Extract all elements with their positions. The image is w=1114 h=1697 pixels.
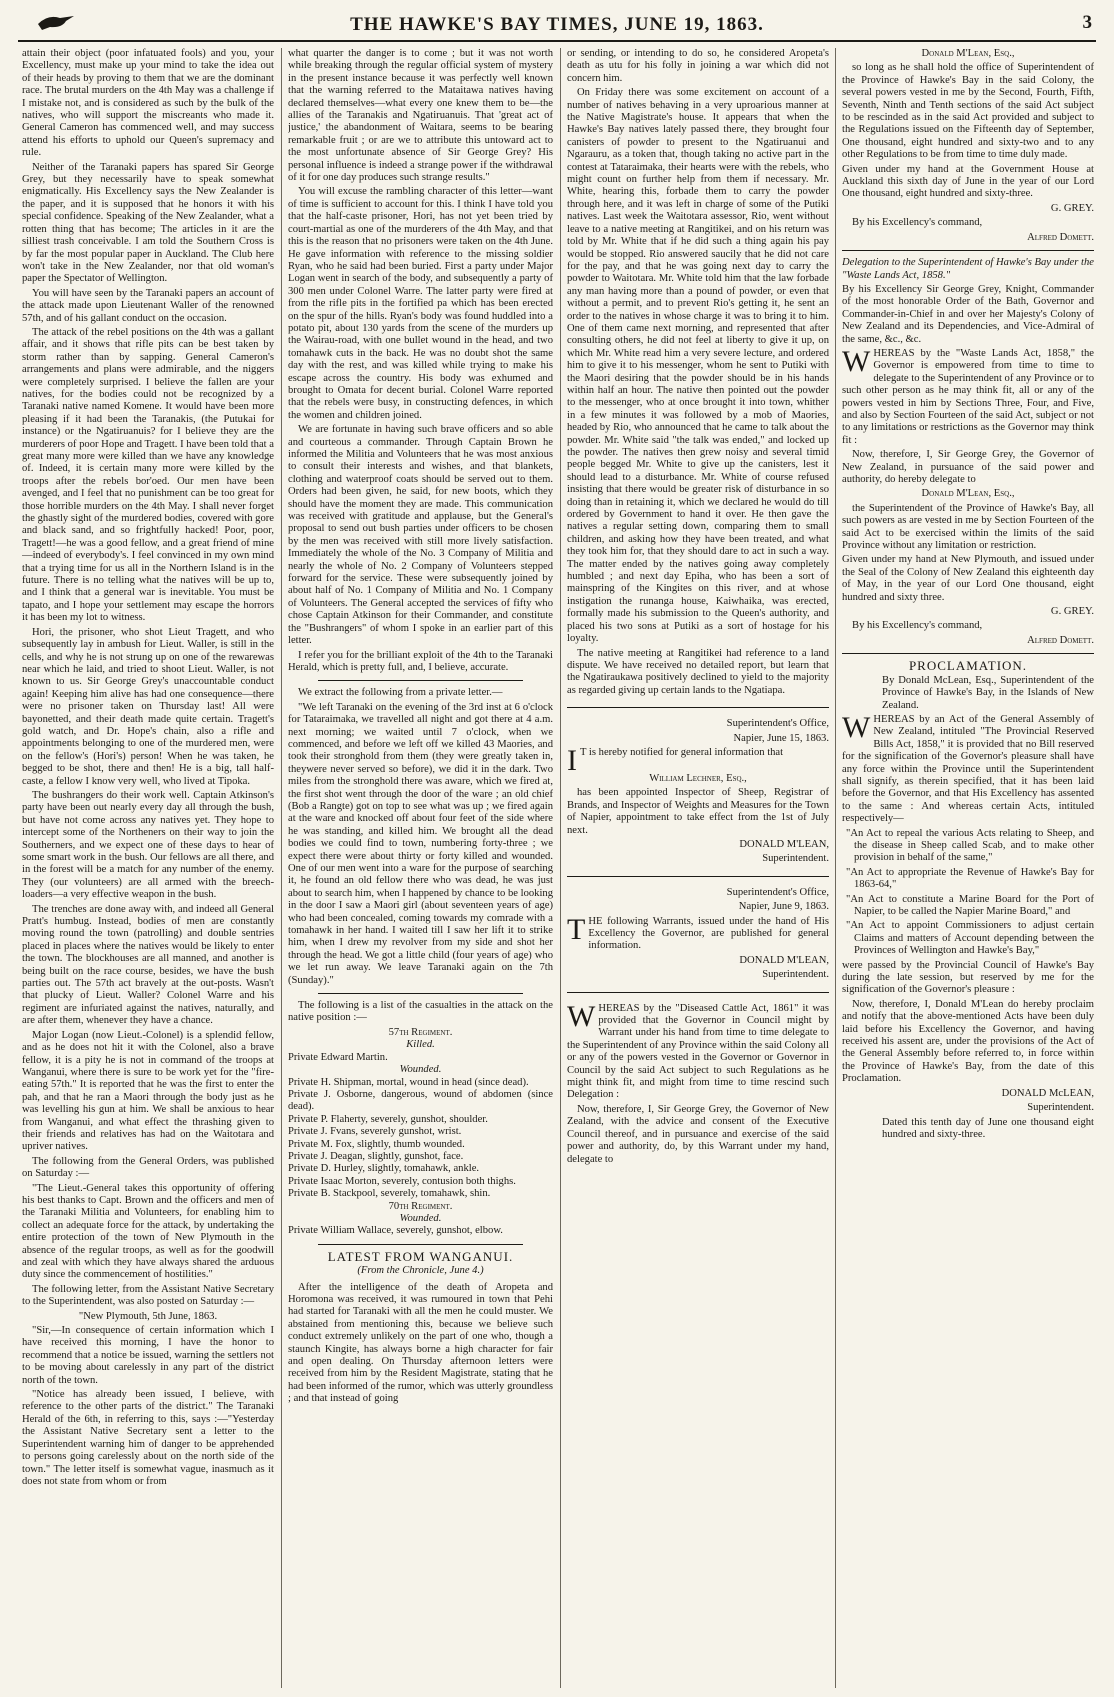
paragraph: The following letter, from the Assistant Native Secretary to the Superintendent, was also posted on Saturday :— bbox=[22, 1283, 274, 1308]
paragraph: You will have seen by the Taranaki papers an account of the attack made upon Lieutenant Waller of the renowned 57th, and of his gallant conduct on the occasion. bbox=[22, 287, 274, 324]
signature: G. GREY. bbox=[1050, 606, 1094, 618]
column-divider bbox=[281, 48, 282, 1688]
newspaper-title: THE HAWKE'S BAY TIMES, JUNE 19, 1863. bbox=[350, 14, 764, 35]
command-line: By his Excellency's command, bbox=[852, 620, 983, 632]
regiment-heading: 70th Regiment. bbox=[388, 1200, 453, 1212]
list-item: Private D. Hurley, slightly, tomahawk, ankle. bbox=[288, 1163, 480, 1175]
letter-dateline: "New Plymouth, 5th June, 1863. bbox=[78, 1310, 218, 1322]
list-item: Private Isaac Morton, severely, contusion both thighs. bbox=[288, 1175, 516, 1187]
command-line: By his Excellency's command, bbox=[852, 217, 983, 229]
casualty-category: Wounded. bbox=[399, 1212, 442, 1224]
section-rule bbox=[318, 993, 523, 994]
signature: DONALD McLEAN, bbox=[1001, 1087, 1094, 1099]
section-subheading: (From the Chronicle, June 4.) bbox=[357, 1265, 484, 1277]
paragraph: The trenches are done away with, and indeed all General Pratt's humbug. Instead, bodies of men are constantly moving round the town (patrolling) and double sentries placed in places where the natives would be likely to enter the town. The blockhouses are all manned, and another is being built on the race course, besides, we have the bush parties out. The 57th act bravely at the out-posts. Wasn't that plucky of Lieut. Waller? Colonel Warre and his regiment are infuriated against the natives, naturally, and are after them, whenever they have a chance. bbox=[22, 903, 274, 1027]
notice-office: Superintendent's Office, bbox=[726, 886, 829, 898]
warrant-body: HEREAS by the "Diseased Cattle Act, 1861" it was provided that the Governor in Council might by Warrant under his hand from time to time delegate to the Superintendent of any Province within the said Colony all or any of the powers vested in the Governor or Governor in Council by the said Act subject to such Regulations as he might think fit, and might from time to time rescind such Delegation : bbox=[567, 1002, 829, 1101]
signature: DONALD M'LEAN, bbox=[739, 838, 829, 850]
column-2 bbox=[288, 48, 553, 1688]
column-divider bbox=[835, 48, 836, 1688]
act-title: "An Act to repeal the various Acts relating to Sheep, and the disease in Sheep called Scab, and to make other provision in behalf of the same," bbox=[846, 827, 1094, 864]
paragraph: Neither of the Taranaki papers has spared Sir George Grey, but they necessarily have to speak somewhat enigmatically. His Excellency says the New Zealander is the paper, and it is supposed that he honors it with his special confidence. Speaking of the New Zealander, what a rotten thing that has become; The articles in it are the silliest trash conceivable. I am told the Southern Cross is by far the most popular paper in Auckland. The Club here won't take in the New Zealander, nor that old woman's paper the Spectator of Wellington. bbox=[22, 161, 274, 285]
dated-line: Dated this tenth day of June one thousand eight hundred and sixty-three. bbox=[882, 1116, 1094, 1140]
list-item: Private Edward Martin. bbox=[288, 1051, 388, 1063]
paragraph: attain their object (poor infatuated fools) and you, your Excellency, must make up your mind to take the idea out of their heads by proving to them that we are the dominant race. The brutal murders on the 4th May was a challenge if I mistake not, and is considered as such by the bulk of the natives, who will support the miscreants who made it. General Cameron has commenced well, and may success attend his efforts to uphold our Queen's supremacy and rule. bbox=[22, 48, 274, 159]
notice-body: has been appointed Inspector of Sheep, Registrar of Brands, and Inspector of Weights and Measures for the Town of Napier, appointment to take effect from the 1st of July next. bbox=[567, 787, 829, 836]
signature-title: Superintendent. bbox=[1027, 1102, 1094, 1114]
warrant-body: the Superintendent of the Province of Hawke's Bay, all such powers as are vested in me by Section Fourteen of the said Act to be exercised within the limits of the said Province without any limitation or restriction. bbox=[842, 502, 1094, 552]
section-rule bbox=[842, 250, 1094, 251]
casualty-category: Killed. bbox=[406, 1039, 435, 1051]
act-title: "An Act to constitute a Marine Board for the Port of Napier, to be called the Napier Marine Board," and bbox=[846, 893, 1094, 917]
list-item: Private M. Fox, slightly, thumb wounded. bbox=[288, 1138, 465, 1150]
notice-date: Napier, June 15, 1863. bbox=[733, 732, 829, 744]
proclamation-by: By his Excellency Sir George Grey, Knight, Commander of the most honorable Order of the Bath, Governor and Commander-in-Chief in and over her Majesty's Colony of New Zealand and its Dependencies, and Vice-Admiral of the same, &c., &c. bbox=[842, 283, 1094, 345]
drop-cap: I bbox=[567, 743, 577, 777]
paragraph: I refer you for the brilliant exploit of the 4th to the Taranaki Herald, which is pretty full, and, I believe, accurate. bbox=[288, 649, 553, 673]
drop-cap: W bbox=[842, 344, 871, 378]
list-item: Private B. Stackpool, severely, tomahawk, shin. bbox=[288, 1188, 491, 1200]
drop-cap: W bbox=[567, 999, 596, 1033]
paragraph: or sending, or intending to do so, he considered Aropeta's death as utu for his folly in joining a war which did not concern him. bbox=[567, 48, 829, 84]
paragraph: The bushrangers do their work well. Captain Atkinson's party have been out nearly every day all through the bush, but have not come across any natives yet. They hope to intercept some of the Northeners on their way to join the Southerners, and we expect one of these days to hear of some smart work in the bush. Our fellows are all there, and in the forest will be a match for any number of the enemy. They (our volunteers) are all armed with the breech-loaders—a very effective weapon in the bush. bbox=[22, 789, 274, 901]
notice-body: T is hereby notified for general information that bbox=[580, 746, 784, 758]
signature-title: Superintendent. bbox=[762, 969, 829, 981]
notice-date: Napier, June 9, 1863. bbox=[738, 901, 829, 913]
section-rule bbox=[567, 707, 829, 708]
appointee-name: Donald M'Lean, Esq., bbox=[921, 48, 1015, 59]
casualty-category: Wounded. bbox=[399, 1064, 442, 1076]
casualty-list bbox=[288, 1027, 553, 1238]
paragraph: The native meeting at Rangitikei had reference to a land dispute. We have received no detailed report, but learn that the Ngatiraukawa positively declined to yield to the majority as regarded giving up certain lands to the Ngatiapa. bbox=[567, 647, 829, 696]
paragraph: The attack of the rebel positions on the 4th was a gallant affair, and it shows that rifle pits can be best taken by storm rather than by sapping. General Cameron's arrangements and plans were admirable, and the niggers were completely surprised. I believe the fallen are your natives, for the bodies could not be recognized by a Taranaki native named Komene. It would have been more pleasing if it had been the Taranakis, (the Putukai for instance) or the Ngatiruanuis? for I believe they are the murderers of poor Hope and Tragett. I have been told that a great many more were killed than we have any knowledge of. Indeed, it is certain many more were killed by the troops after the rebels bor'oed. Our men have been avenged, and I feel that no punishment can be too great for those horrible murders on the 4th May. I shall never forget the ghastly sight of the murdered bodies, covered with gore and black sand, and so frightfully hacked! Poor, poor, Tragett!—he was a good fellow, and a great friend of mine—indeed of everybody's. I feel convinced in my own mind that a trying time for us all in the Northern Island is in the future. There is no telling what the natives will be up to, and I think that a general war is inevitable. You must be tapato, and I hope your settlement may escape the horrors it has been my lot to witness. bbox=[22, 326, 274, 624]
warrant-body: so long as he shall hold the office of Superintendent of the Province of Hawke's Bay in the said Colony, the several powers vested in me by the Second, Fourth, Fifth, Seventh, Ninth and Tenth sections of the said Act subject to be rescinded as in the said Act provided and subject to the Regulations issued on the Fifteenth day of September, One thousand, eight hundred and sixty-two and to any other Regulations to be from time to time duly made. bbox=[842, 62, 1094, 161]
list-item: Private P. Flaherty, severely, gunshot, shoulder. bbox=[288, 1113, 488, 1125]
paragraph: Major Logan (now Lieut.-Colonel) is a splendid fellow, and as he does not hit it with the Colonel, also a brave fellow, it is a pity he is not in command of the troops at Wanganui, where there is sure to be work yet for the "fire-eating 57th." It is reported that he was the first to enter the pah, and that he ran a Maori through the body just as he was levelling his gun at him. We shall be anxious to hear from Wanganui, and what effect the thrashing given to their friends and relatives has had on the Waitotara and upriver natives. bbox=[22, 1029, 274, 1153]
notice-body: HE following Warrants, issued under the hand of His Excellency the Governor, are published for general information. bbox=[588, 915, 829, 952]
list-item: Private William Wallace, severely, gunshot, elbow. bbox=[288, 1225, 503, 1237]
drop-cap: W bbox=[842, 710, 871, 744]
warrant-body: Now, therefore, I, Sir George Grey, the Governor of New Zealand, with the advice and consent of the Executive Council thereof, and in pursuance and exercise of the said power and authority, do, by this Warrant under my hand, delegate to bbox=[567, 1103, 829, 1165]
list-item: Private J. Osborne, dangerous, wound of abdomen (since dead). bbox=[288, 1088, 553, 1113]
proclamation-by: By Donald McLean, Esq., Superintendent of the Province of Hawke's Bay, in the Islands of New Zealand. bbox=[882, 674, 1094, 711]
signature-title: Superintendent. bbox=[762, 853, 829, 865]
regiment-heading: 57th Regiment. bbox=[388, 1026, 453, 1038]
masthead bbox=[18, 10, 1096, 42]
section-rule bbox=[567, 876, 829, 877]
given-under-hand: Given under my hand at New Plymouth, and issued under the Seal of the Colony of New Zealand this eighteenth day of May, in the year of our Lord One thousand, eight hundred and sixty three. bbox=[842, 554, 1094, 603]
column-divider bbox=[560, 48, 561, 1688]
section-heading: Delegation to the Superintendent of Hawke's Bay under the "Waste Lands Act, 1858." bbox=[842, 257, 1094, 281]
bird-logo-icon bbox=[36, 12, 76, 39]
drop-cap: T bbox=[567, 912, 586, 946]
warrant-body: HEREAS by the "Waste Lands Act, 1858," the Governor is empowered from time to time to delegate to the Superintendent of any Province or to such other person as he may think fit, all or any of the powers vested in him by Sections Three, Four, and Five, and also by Section Fourteen of the said Act, subject or not to any limitations or restrictions as the Governor may think fit : bbox=[842, 347, 1094, 446]
paragraph: You will excuse the rambling character of this letter—want of time is sufficient to account for this. I think I have told you that the half-caste prisoner, Hori, has not yet been tried by court-martial as one of the murderers of the 4th May, and that this is the reason that no prisoners were taken on the 4th June. He gave information with reference to the missing soldier Ryan, who he said had been buried. First a party under Major Logan went in search of the body, and subsequently a party of 300 men under Colonel Warre. The latter party were fired at from the rifle pits in the fortified pa which has been erected on the spur of the hills. Ryan's body was found huddled into a potato pit, about 130 yards from the scene of the murders up the Wairau-road, with one bullet wound in the head, and two tomahawk cuts in the back. He was no doubt shot the same day with the rest, and was killed while trying to make his escape across the country. His body was exhumed and brought to Omata for decent burial. Colonel Warre reported that the rebels were busy, in constructing defences, in which the women and children joined. bbox=[288, 186, 553, 421]
proclamation-body: Now, therefore, I, Donald M'Lean do hereby proclaim and notify that the above-mentioned Acts have been duly laid before his Excellency the Governor, and having received his assent are, under the provisions of the Act of the General Assembly before referred to, in force within the Province of Hawke's Bay, from the date of this Proclamation. bbox=[842, 998, 1094, 1085]
signature: G. GREY. bbox=[1050, 202, 1094, 214]
list-item: Private J. Fvans, severely gunshot, wrist. bbox=[288, 1126, 462, 1138]
column-1 bbox=[22, 48, 274, 1688]
paragraph: "The Lieut.-General takes this opportunity of offering his best thanks to Capt. Brown and the officers and men of the Taranaki Militia and Volunteers, for enabling him to collect an adequate force for the attack, by undertaking the entire protection of the town of New Plymouth in the absence of the regular troops, as well as for the goodwill and zeal with which they have always shared the arduous duty since the commencement of hostilities." bbox=[22, 1182, 274, 1281]
proclamation-body: HEREAS by an Act of the General Assembly of New Zealand, intituled "The Provincial Reserved Bills Act, 1858," it is provided that no Bill reserved for the signification of the Governor's pleasure shall have any force within the Province until the Superintendent shall signify, as therein specified, that it has been laid before the Governor, and that His Excellency has assented to the same : And whereas certain Acts, intituled respectively— bbox=[842, 713, 1094, 825]
paragraph: The following from the General Orders, was published on Saturday :— bbox=[22, 1155, 274, 1180]
paragraph: what quarter the danger is to come ; but it was not worth while breaking through the regular official system of mystery in the present instance because it was perfectly well known that the warning referred to the Mataitawa natives having declared themselves—what every one knew them to be—the allies of the Taranakis and Ngatiruanuis. That 'great act of justice,' the abandonment of Waitara, seems to be bearing remarkable fruit ; or are we to attribute this untoward act to the most unfortunate absence of Sir George Grey? His personal influence is indeed a strange power if the withdrawal of it for one day produces such strange results." bbox=[288, 48, 553, 184]
signature-title: Alfred Domett. bbox=[1027, 634, 1094, 646]
section-heading: PROCLAMATION. bbox=[908, 658, 1028, 674]
paragraph: "Sir,—In consequence of certain information which I have received this morning, I have the honor to recommend that a notice be issued, warning the settlers not to be moving about carelessly in any part of the district north of the town. bbox=[22, 1325, 274, 1386]
page-number: 3 bbox=[1082, 12, 1092, 33]
given-under-hand: Given under my hand at the Government House at Auckland this sixth day of June in the year of our Lord One thousand, eight hundred and sixty-three. bbox=[842, 163, 1094, 200]
warrant-body: Now, therefore, I, Sir George Grey, the Governor of New Zealand, in pursuance of the said power and authority, do hereby delegate to bbox=[842, 449, 1094, 485]
paragraph: Hori, the prisoner, who shot Lieut Tragett, and who subsequently lay in ambush for Lieut. Waller, is still in the cells, and why he is not strung up on one of the rewarewas near which he laid, and tried to shoot Lieut. Waller, is not known to us. Sir George Grey's unaccountable conduct again! Keeping him alive has had one consequence—there were no prisoner taken on Thursday last! All were bayonetted, and their death made quite certain. Tragett's gold watch, and Dr. Hope's chain, also a rifle and appointments belonging to one of the murdered men, were on the fellow's (Hori's) person! When he was taken, he begged to be shot, there and then! He is a big, tall half-caste, a fellow I know very well, who lived at Tipoka. bbox=[22, 626, 274, 787]
notice-office: Superintendent's Office, bbox=[726, 718, 829, 730]
proclamation-body: were passed by the Provincial Council of Hawke's Bay during the late session, but reserved by me for the signification of the Governor's pleasure : bbox=[842, 959, 1094, 996]
paragraph: On Friday there was some excitement on account of a number of natives behaving in a very uproarious manner at the Native Magistrate's house. It appears that when the Hawke's Bay natives lately passed there, they brought four canisters of powder to present to the Ngatiruanui and Ngarauru, as a token that, though taking no active part in the contest at Tataraimaka, their hearts were with the rebels, who might count on further help from them if necessary. Mr. White, hearing this, forbade them to carry the powder through here, and it was left in charge of some of the Putiki natives. Last week the Waitotara assessor, Rio, went without leave to a native meeting at Rangitikei, and on his return was told by Mr. White that if he did such a thing again his pay would be stopped. Rio answered saucily that he did not care for the pay, and that he was going next day to carry the powder to Waitotara. Mr. White told him that the law forbade any man having more than a pound of powder, or even that without a permit, and to prevent Rio's getting it, he sent an order to the natives in whose charge it was to bring it to him. One of them came next morning, and represented that after consulting others, he did not feel at liberty to give it up, on which Mr. White read him a very severe lecture, and ordered him to give it to his messenger, whom he sent to Putiki with the Maori desiring that the powder should be in his hands within half an hour. The native then pointed out the powder to the messenger, who at once brought it into town, whither in a few minutes it was followed by a mob of Maories, headed by Rio, who announced that he came to talk about the powder. Mr. White said "the talk was ended," and locked up the powder. The natives then grew noisy and several timid people begged Mr. White to give up the canisters, lest it should lead to a disturbance. Mr. White of course refused insisting that there would be greater risk of disturbance in so doing than in retaining it, which we declared he would do till ordered by Government to hand it over. He then gave the natives a regular setting down, comparing them to small children, and asking how they have been treated, and what they took him for, that they should dare to act in such a way. The matter ended by the natives going away completely humbled ; and next day Epiha, who has been a sort of mainspring of the Kingites on this river, and at whose instigation the runanga house, Kaiwhaika, was erected, formally made his submission to the Queen's authority, and placed his two sons at Putiki as a sort of hostage for his loyalty. bbox=[567, 87, 829, 645]
paragraph: "Notice has already been issued, I believe, with reference to the other parts of the district." The Taranaki Herald of the 6th, in referring to this, says :—"Yesterday the Assistant Native Secretary sent a letter to the Superintendent warning him of danger to be apprehended to persons going carelessly about on the north side of the town." The letter itself is somewhat vague, inasmuch as it does not state from whom or from bbox=[22, 1389, 274, 1487]
signature-title: Alfred Domett. bbox=[1027, 231, 1094, 243]
column-4 bbox=[842, 48, 1094, 1688]
paragraph: "We left Taranaki on the evening of the 3rd inst at 6 o'clock for Tataraimaka, we travelled all night and got there at 4 a.m. next morning; we waited until 7 o'clock, when we commenced, and before we left off we killed 43 Maories, and took their stronghold from them (they were greatly taken in, theywere never served so before), we did it in the dark. Two miles from the stronghold there was aware, which we fired at, the first shot went through the door of the ware ; an old chief (Bob a Rangte) got on top to see what was up ; we fired again at the ware and knocked off about four feet of the side where he was standing, and killed him. We brought all the dead bodies we could find to town, numbering forty-three ; we expect there were about thirty or forty killed and wounded. One of our men went into a ware for the purpose of searching it, he found an old fellow there who was dead, he was just about to search him, when I happened by chance to be looking in the door I saw a Maori girl (about seventeen years of age) who had been concealed, coming towards my comrade with a tomahawk in her hand. I waited till I saw her lift it to strike him, when I drew my revolver from my side and shot her through the head. We got a little child (four years of age) who we let run away. We leave Taranaki again on the 7th (Sunday)." bbox=[288, 701, 553, 986]
paragraph: We extract the following from a private letter.— bbox=[298, 687, 503, 699]
paragraph: We are fortunate in having such brave officers and so able and courteous a commander. Through Captain Brown he informed the Militia and Volunteers that he was most anxious to consult their interests and wishes, and that blankets, clothing and waterproof coats should be served out to them. Orders had been given, he said, for new boots, which they should have the moment they are made. This communication was received with gratitude and applause, but the General's proposal to send out bush parties under officers to be chosen by the men was received with still more lively satisfaction. Immediately the whole of the No. 3 Company of Militia and nearly the whole of No. 2 Company of Volunteers stepped forward for the service. These were subsequently joined by about half of No. 1 Company of Militia and No. 1 Company of Volunteers. The General accepted the services of fifty who chose Captain Atkinson for their Commander, and constitute the "Bushrangers" of whom I spoke in an earlier part of this letter. bbox=[288, 424, 553, 647]
column-3 bbox=[567, 48, 829, 1688]
act-title: "An Act to appropriate the Revenue of Hawke's Bay for 1863-64," bbox=[846, 866, 1094, 891]
appointee-name: William Lechner, Esq., bbox=[649, 772, 747, 784]
appointee-name: Donald M'Lean, Esq., bbox=[921, 488, 1015, 500]
section-heading: LATEST FROM WANGANUI. bbox=[327, 1248, 514, 1264]
list-item: Private J. Deagan, slightly, gunshot, face. bbox=[288, 1150, 464, 1162]
section-rule bbox=[318, 1244, 523, 1245]
section-rule bbox=[318, 680, 523, 681]
signature: DONALD M'LEAN, bbox=[739, 954, 829, 966]
section-rule bbox=[567, 992, 829, 993]
paragraph: After the intelligence of the death of Aropeta and Horomona was received, it was rumoured in town that Pehi had started for Taranaki with all the men he could muster. We abstained from mentioning this, because we believe such conduct extremely unlikely on the part of one who, though a staunch Kingite, has always borne a high character for fair and open dealing. On Thursday afternoon letters were received from him by the Resident Magistrate, stating that he had been informed of the rumor, which was utterly groundless ; and that instead of going bbox=[288, 1281, 553, 1405]
section-rule bbox=[842, 653, 1094, 654]
list-item: Private H. Shipman, mortal, wound in head (since dead). bbox=[288, 1076, 529, 1088]
paragraph: The following is a list of the casualties in the attack on the native position :— bbox=[288, 1000, 553, 1024]
act-title: "An Act to appoint Commissioners to adjust certain Claims and matters of Account depending between the Provinces of Wellington and Hawke's Bay," bbox=[846, 920, 1094, 957]
